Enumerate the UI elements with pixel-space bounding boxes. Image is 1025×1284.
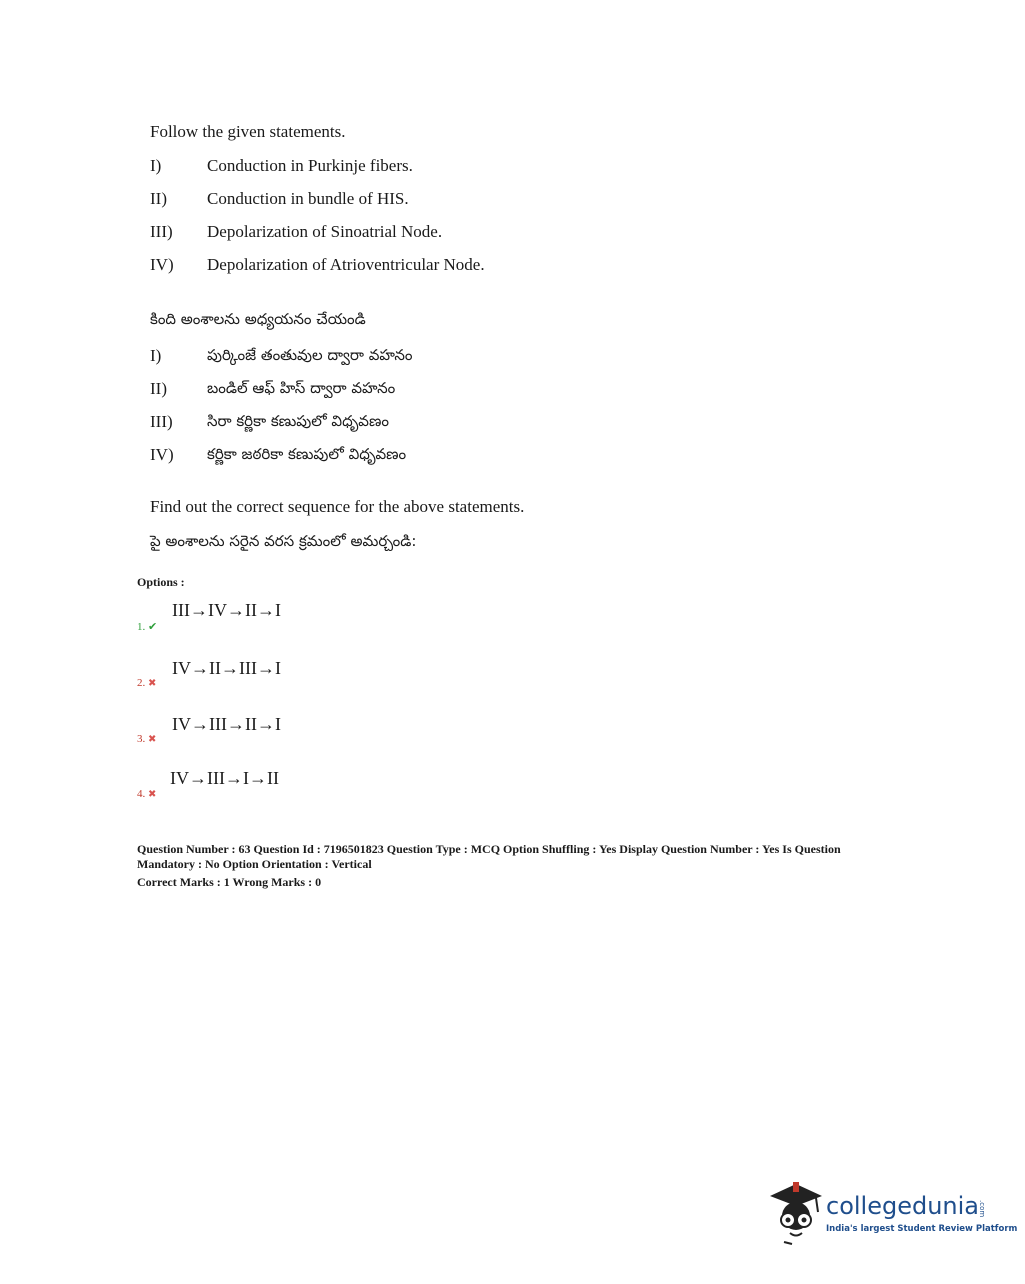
statement-number: IV) xyxy=(150,445,174,464)
check-icon: ✔ xyxy=(148,621,158,633)
meta-line: Question Number : 63 Question Id : 7196501823 Question Type : MCQ Option Shuffling : Yes Display Question Number : Yes Is Question xyxy=(137,842,841,856)
question-prompt-en: Find out the correct sequence for the above statements. xyxy=(150,497,525,516)
cross-icon: ✖ xyxy=(148,789,157,800)
option-index: 4. xyxy=(137,788,146,800)
statement-text: Depolarization of Atrioventricular Node. xyxy=(207,255,485,274)
question-meta xyxy=(137,842,937,890)
statement-number: I) xyxy=(150,346,162,365)
cross-icon: ✖ xyxy=(148,734,157,745)
option-index: 2. xyxy=(137,677,146,689)
statement-number: I) xyxy=(150,156,162,175)
mascot-icon xyxy=(766,1178,826,1248)
statement-text-te: సిరా కర్ణికా కణుపులో విధృవణం xyxy=(207,412,389,430)
statement-number: II) xyxy=(150,189,167,208)
option-text: IV→II→III→I xyxy=(172,658,281,678)
statement-text-te: బండిల్ ఆఫ్ హిస్ ద్వారా వహనం xyxy=(207,379,396,397)
statement-text-te: పుర్కింజే తంతువుల ద్వారా వహనం xyxy=(207,346,413,364)
option-index: 3. xyxy=(137,733,146,745)
meta-line: Correct Marks : 1 Wrong Marks : 0 xyxy=(137,875,322,889)
option-index: 1. xyxy=(137,621,146,633)
statement-number: III) xyxy=(150,222,173,241)
statement-number: IV) xyxy=(150,255,174,274)
brand-tagline: India's largest Student Review Platform xyxy=(826,1224,1018,1234)
statement-text: Conduction in Purkinje fibers. xyxy=(207,156,413,175)
options-label: Options : xyxy=(137,575,185,589)
option-text: IV→III→I→II xyxy=(170,768,279,788)
option-text: IV→III→II→I xyxy=(172,714,281,734)
cross-icon: ✖ xyxy=(148,678,157,689)
statement-number: II) xyxy=(150,379,167,398)
question-intro-te: కింది అంశాలను అధ్యయనం చేయండి xyxy=(150,310,366,328)
option-text: III→IV→II→I xyxy=(172,600,281,620)
brand-suffix: .com xyxy=(978,1200,986,1218)
question-intro-en: Follow the given statements. xyxy=(150,122,346,141)
statement-number: III) xyxy=(150,412,173,431)
statement-text: Depolarization of Sinoatrial Node. xyxy=(207,222,443,241)
question-prompt-te: పై అంశాలను సరైన వరస క్రమంలో అమర్చండి: xyxy=(150,532,417,550)
meta-line: Mandatory : No Option Orientation : Vertical xyxy=(137,857,372,871)
statement-text: Conduction in bundle of HIS. xyxy=(207,189,409,208)
statement-text-te: కర్ణికా జఠరికా కణుపులో విధృవణం xyxy=(207,445,407,463)
brand-name: collegedunia xyxy=(826,1192,980,1220)
collegedunia-logo[interactable] xyxy=(766,1178,1018,1248)
